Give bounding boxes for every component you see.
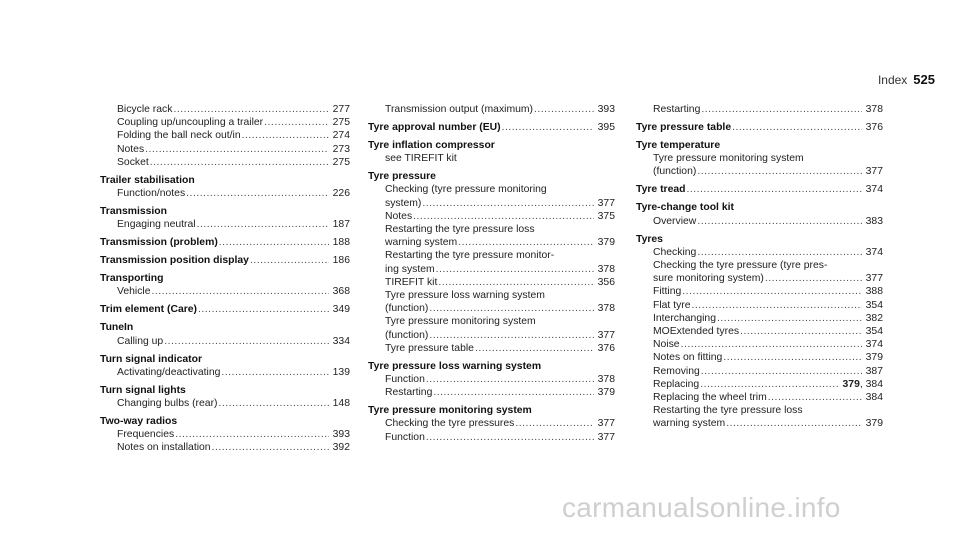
page-reference: 187 (332, 219, 350, 231)
index-entry (368, 103, 615, 116)
page-reference: 274 (332, 130, 350, 142)
page-reference: 378 (597, 263, 615, 275)
index-subentry-text: Restarting the tyre pressure monitor- (385, 250, 555, 262)
entry-text: Replacing the wheel trim (653, 392, 767, 404)
index-entry (100, 156, 350, 169)
page-reference: 378 (865, 104, 883, 115)
page-reference: 354 (865, 299, 883, 311)
page-reference: 368 (332, 286, 350, 298)
entry-text: Activating/deactivating (117, 366, 221, 378)
entry-text: Transmission (problem) (100, 237, 218, 249)
entry-text: Socket (117, 156, 149, 168)
entry-text: Restarting (653, 104, 701, 115)
page-reference: 379 (865, 418, 883, 430)
dot-leader (432, 386, 593, 399)
dot-leader (681, 285, 861, 298)
dot-leader (696, 215, 861, 228)
index-subentry-text: see TIREFIT kit (385, 153, 457, 165)
index-heading-entry (100, 236, 350, 249)
dot-leader (691, 299, 862, 312)
index-column-2 (368, 103, 615, 444)
index-heading: Tyre-change tool kit (636, 202, 734, 214)
entry-text: Function (385, 374, 425, 386)
entry-text: Tyre pressure table (385, 342, 474, 354)
dot-leader (185, 187, 328, 200)
page-header (878, 72, 935, 87)
entry-text: Notes (385, 210, 413, 222)
index-entry (368, 276, 615, 289)
dot-leader (767, 391, 862, 404)
entry-text: Transmission output (maximum) (385, 104, 534, 115)
index-subentry-text: Tyre pressure loss warning system (385, 290, 545, 302)
dot-leader (533, 103, 594, 116)
dot-leader (428, 302, 593, 315)
index-heading: Turn signal indicator (100, 353, 202, 365)
page-reference: 334 (332, 335, 350, 347)
index-subentry-text: Restarting the tyre pressure loss (385, 224, 535, 236)
page-reference: 273 (332, 143, 350, 155)
index-entry (368, 417, 615, 430)
index-label: Index (877, 73, 908, 87)
index-entry (636, 325, 883, 338)
index-entry (368, 329, 615, 342)
page-reference: 377 (865, 166, 883, 178)
index-heading: Tyre temperature (636, 140, 721, 151)
entry-text: Frequencies (117, 429, 175, 441)
index-column-3 (636, 103, 883, 431)
entry-text: Removing (653, 365, 700, 377)
dot-leader (725, 417, 861, 430)
index-entry (100, 335, 350, 348)
page-reference: 379 (597, 237, 615, 249)
entry-text: Tyre approval number (EU) (368, 122, 501, 133)
dot-leader (696, 246, 861, 259)
entry-text: (function) (385, 329, 429, 341)
index-entry (100, 129, 350, 142)
index-entry (100, 187, 350, 200)
page-reference: 375 (597, 210, 615, 222)
index-entry (368, 342, 615, 355)
entry-text: Function (385, 431, 425, 443)
page-reference: 383 (865, 215, 883, 227)
page-reference: 376 (597, 342, 615, 354)
page-reference: 377 (597, 418, 615, 430)
dot-leader (722, 351, 861, 364)
index-entry (636, 417, 883, 430)
index-entry (100, 143, 350, 156)
index-heading: TuneIn (100, 322, 134, 334)
index-entry (100, 285, 350, 298)
entry-text: ing system (385, 263, 435, 275)
index-heading: Tyre pressure monitoring system (368, 405, 532, 417)
entry-text: Overview (653, 215, 697, 227)
page-reference: 377 (865, 273, 883, 285)
dot-leader (149, 156, 329, 169)
entry-text: (function) (653, 166, 697, 178)
dot-leader (731, 121, 862, 134)
dot-leader (241, 129, 329, 142)
index-entry (636, 312, 883, 325)
index-heading-entry (636, 121, 883, 134)
page-reference: 379 (597, 387, 615, 399)
dot-leader (425, 431, 594, 444)
index-heading: Tyres (636, 233, 663, 245)
entry-text: Noise (653, 339, 680, 351)
entry-text: Interchanging (653, 312, 716, 324)
dot-leader (699, 378, 838, 391)
page-reference: 384 (865, 392, 883, 404)
page-reference: 275 (332, 117, 350, 129)
index-entry (636, 246, 883, 259)
index-column-1 (100, 103, 350, 455)
entry-text: sure monitoring system) (653, 273, 764, 285)
entry-text: Flat tyre (653, 299, 691, 311)
index-entry (636, 378, 883, 391)
entry-text: Bicycle rack (117, 104, 173, 115)
entry-text: TIREFIT kit (385, 276, 438, 288)
index-entry (636, 272, 883, 285)
entry-text: warning system (385, 237, 458, 249)
index-subentry-text: Restarting the tyre pressure loss (653, 405, 803, 417)
page-reference: 393 (597, 104, 615, 115)
entry-text: Changing bulbs (rear) (117, 398, 218, 410)
index-entry (636, 285, 883, 298)
page-reference: 395 (597, 122, 615, 133)
dot-leader (700, 365, 862, 378)
index-heading-entry (100, 303, 350, 316)
page-reference: 382 (865, 312, 883, 324)
entry-text: Fitting (653, 286, 682, 298)
index-heading: Two-way radios (100, 416, 178, 428)
index-heading: Transporting (100, 273, 164, 285)
dot-leader (501, 121, 594, 134)
entry-text: Checking the tyre pressures (385, 418, 515, 430)
index-entry (100, 366, 350, 379)
index-heading: Turn signal lights (100, 384, 186, 396)
entry-text: Calling up (117, 335, 164, 347)
dot-leader (514, 417, 593, 430)
page-number: 525 (913, 72, 935, 87)
index-entry (100, 397, 350, 410)
index-subentry-text: Tyre pressure monitoring system (385, 316, 536, 328)
index-entry (636, 391, 883, 404)
entry-text: Tyre pressure table (636, 122, 732, 133)
watermark-text: carmanualsonline.info (562, 492, 841, 523)
dot-leader (716, 312, 862, 325)
page-reference: 275 (332, 156, 350, 168)
index-entry (100, 441, 350, 454)
page-reference: 374 (865, 339, 883, 351)
page-reference: 374 (865, 184, 883, 196)
dot-leader (680, 338, 862, 351)
page-reference: 374 (865, 246, 883, 258)
entry-text: Trim element (Care) (100, 304, 198, 316)
entry-text: Checking (653, 246, 697, 258)
index-entry (368, 197, 615, 210)
page-reference: 392 (332, 442, 350, 454)
index-entry (636, 165, 883, 178)
dot-leader (211, 441, 329, 454)
index-heading-entry (636, 183, 883, 196)
index-subentry-text: Checking the tyre pressure (tyre pres- (653, 260, 828, 272)
page-reference: 377 (597, 431, 615, 443)
dot-leader (696, 165, 861, 178)
page-reference: 354 (865, 326, 883, 338)
dot-leader (172, 103, 328, 116)
page-reference: 387 (865, 365, 883, 377)
entry-text: Transmission position display (100, 255, 249, 267)
dot-leader (428, 329, 593, 342)
page-reference: 377 (597, 329, 615, 341)
dot-leader (457, 236, 593, 249)
entry-text: Restarting (385, 387, 433, 399)
dot-leader (435, 263, 594, 276)
page-reference: 148 (332, 398, 350, 410)
index-entry (636, 299, 883, 312)
dot-leader (220, 366, 328, 379)
dot-leader (425, 373, 594, 386)
entry-text: system) (385, 197, 422, 209)
index-heading-entry (368, 121, 615, 134)
entry-text: Coupling up/uncoupling a trailer (117, 117, 264, 129)
page-reference: 379, 384 (842, 378, 883, 390)
dot-leader (196, 218, 329, 231)
entry-text: Notes (117, 143, 145, 155)
page-reference: 139 (332, 366, 350, 378)
entry-text: Vehicle (117, 286, 151, 298)
index-entry (368, 373, 615, 386)
entry-text: Replacing (653, 378, 700, 390)
index-entry (368, 431, 615, 444)
entry-text: MOExtended tyres (653, 326, 740, 338)
index-heading: Transmission (100, 206, 167, 218)
page-reference: 349 (332, 304, 350, 316)
dot-leader (218, 236, 329, 249)
page-reference: 376 (865, 122, 883, 133)
index-entry (636, 215, 883, 228)
dot-leader (174, 428, 328, 441)
dot-leader (700, 103, 861, 116)
index-entry (636, 351, 883, 364)
index-subentry-text: Checking (tyre pressure monitoring (385, 184, 547, 196)
index-heading: Tyre inflation compressor (368, 140, 495, 151)
page-reference: 226 (332, 188, 350, 200)
dot-leader (421, 197, 593, 210)
dot-leader (249, 254, 329, 267)
index-entry (368, 302, 615, 315)
entry-text: Folding the ball neck out/in (117, 130, 241, 142)
index-entry (368, 236, 615, 249)
index-entry (636, 103, 883, 116)
index-entry (368, 263, 615, 276)
dot-leader (263, 116, 329, 129)
index-heading-entry (100, 254, 350, 267)
page-reference: 377 (597, 197, 615, 209)
dot-leader (151, 285, 329, 298)
dot-leader (739, 325, 862, 338)
dot-leader (218, 397, 329, 410)
page-reference: 186 (332, 255, 350, 267)
dot-leader (474, 342, 594, 355)
entry-text: Notes on installation (117, 442, 211, 454)
dot-leader (437, 276, 593, 289)
index-entry (636, 338, 883, 351)
page-reference: 393 (332, 429, 350, 441)
entry-text: warning system (653, 418, 726, 430)
entry-text: Notes on fitting (653, 352, 723, 364)
index-entry (368, 386, 615, 399)
entry-text: Function/notes (117, 188, 186, 200)
page-reference: 379 (865, 352, 883, 364)
index-subentry-text: Tyre pressure monitoring system (653, 153, 804, 165)
page-reference: 378 (597, 303, 615, 315)
index-heading: Tyre pressure loss warning system (368, 360, 542, 372)
index-entry (100, 103, 350, 116)
page-reference: 356 (597, 276, 615, 288)
entry-text: Tyre tread (636, 184, 686, 196)
index-entry (368, 210, 615, 223)
dot-leader (412, 210, 594, 223)
page-reference: 388 (865, 286, 883, 298)
index-entry (100, 116, 350, 129)
index-heading: Tyre pressure (368, 171, 436, 183)
dot-leader (163, 335, 328, 348)
index-entry (100, 428, 350, 441)
page-reference: 378 (597, 374, 615, 386)
index-entry (636, 365, 883, 378)
dot-leader (764, 272, 862, 285)
dot-leader (144, 143, 329, 156)
entry-text: Engaging neutral (117, 219, 196, 231)
dot-leader (685, 183, 861, 196)
index-heading: Trailer stabilisation (100, 174, 195, 186)
page-reference: 188 (332, 237, 350, 249)
entry-text: (function) (385, 303, 429, 315)
index-entry (100, 218, 350, 231)
dot-leader (197, 303, 329, 316)
page-reference: 277 (332, 104, 350, 115)
